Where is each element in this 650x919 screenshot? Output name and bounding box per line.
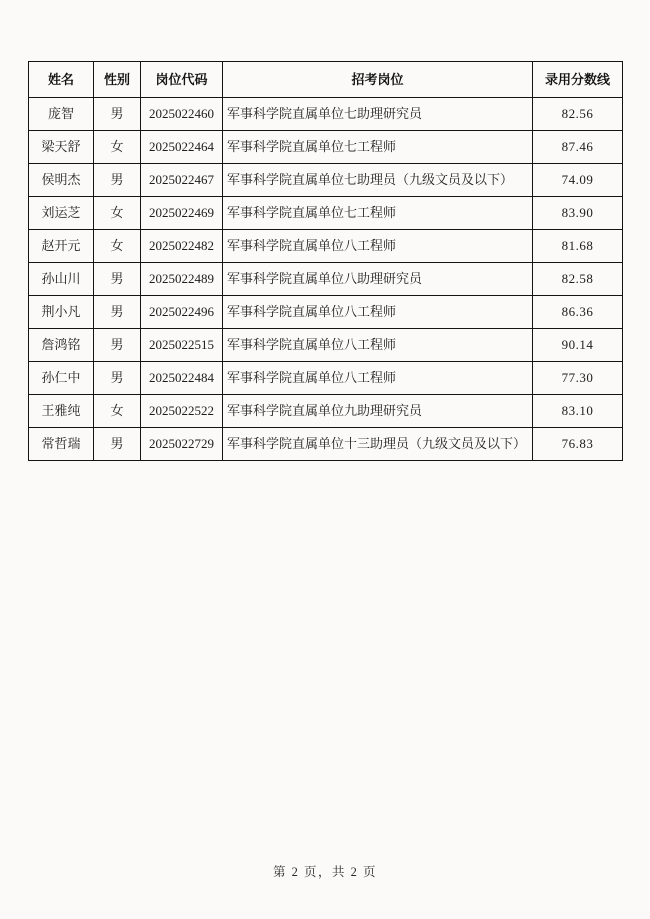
cell-name: 詹鸿铭: [29, 329, 94, 362]
col-header-position: 招考岗位: [223, 62, 533, 98]
cell-gender: 女: [94, 197, 141, 230]
cell-gender: 女: [94, 131, 141, 164]
cell-name: 荆小凡: [29, 296, 94, 329]
cell-name: 赵开元: [29, 230, 94, 263]
cell-job-code: 2025022469: [141, 197, 223, 230]
cell-score: 82.58: [533, 263, 623, 296]
cell-job-code: 2025022460: [141, 98, 223, 131]
table-body: [29, 98, 623, 461]
col-header-name: 姓名: [29, 62, 94, 98]
table-row: [29, 230, 623, 263]
cell-name: 梁天舒: [29, 131, 94, 164]
cell-job-code: 2025022464: [141, 131, 223, 164]
table-row: [29, 98, 623, 131]
cell-score: 82.56: [533, 98, 623, 131]
cell-position: 军事科学院直属单位十三助理员（九级文员及以下）: [223, 428, 533, 461]
page-number: 第 2 页，共 2 页: [272, 865, 377, 879]
cell-job-code: 2025022467: [141, 164, 223, 197]
cell-job-code: 2025022522: [141, 395, 223, 428]
cell-score: 86.36: [533, 296, 623, 329]
cell-gender: 男: [94, 164, 141, 197]
cell-gender: 男: [94, 428, 141, 461]
cell-job-code: 2025022489: [141, 263, 223, 296]
cell-job-code: 2025022484: [141, 362, 223, 395]
cell-gender: 女: [94, 395, 141, 428]
cell-position: 军事科学院直属单位八工程师: [223, 230, 533, 263]
col-header-score: 录用分数线: [533, 62, 623, 98]
cell-gender: 男: [94, 329, 141, 362]
cell-position: 军事科学院直属单位八工程师: [223, 296, 533, 329]
table-row: [29, 329, 623, 362]
table-row: [29, 395, 623, 428]
table-row: [29, 131, 623, 164]
cell-name: 王雅纯: [29, 395, 94, 428]
cell-name: 侯明杰: [29, 164, 94, 197]
cell-position: 军事科学院直属单位九助理研究员: [223, 395, 533, 428]
cell-name: 常哲瑞: [29, 428, 94, 461]
col-header-gender: 性别: [94, 62, 141, 98]
cell-job-code: 2025022496: [141, 296, 223, 329]
cell-score: 76.83: [533, 428, 623, 461]
cell-score: 74.09: [533, 164, 623, 197]
table-row: [29, 428, 623, 461]
cell-position: 军事科学院直属单位七助理员（九级文员及以下）: [223, 164, 533, 197]
cell-name: 孙山川: [29, 263, 94, 296]
cell-score: 81.68: [533, 230, 623, 263]
table-header-row: [29, 62, 623, 98]
cell-score: 83.90: [533, 197, 623, 230]
table-row: [29, 296, 623, 329]
cell-score: 77.30: [533, 362, 623, 395]
score-table: [28, 61, 623, 461]
cell-score: 87.46: [533, 131, 623, 164]
table-row: [29, 164, 623, 197]
cell-gender: 女: [94, 230, 141, 263]
cell-name: 庞智: [29, 98, 94, 131]
table-header: [29, 62, 623, 98]
cell-gender: 男: [94, 296, 141, 329]
cell-position: 军事科学院直属单位七工程师: [223, 197, 533, 230]
cell-gender: 男: [94, 98, 141, 131]
cell-job-code: 2025022482: [141, 230, 223, 263]
cell-name: 孙仁中: [29, 362, 94, 395]
cell-score: 83.10: [533, 395, 623, 428]
table-row: [29, 362, 623, 395]
cell-score: 90.14: [533, 329, 623, 362]
score-table-container: [28, 61, 623, 461]
cell-position: 军事科学院直属单位八助理研究员: [223, 263, 533, 296]
cell-position: 军事科学院直属单位七助理研究员: [223, 98, 533, 131]
cell-job-code: 2025022729: [141, 428, 223, 461]
table-row: [29, 263, 623, 296]
cell-position: 军事科学院直属单位七工程师: [223, 131, 533, 164]
col-header-job-code: 岗位代码: [141, 62, 223, 98]
cell-gender: 男: [94, 362, 141, 395]
cell-position: 军事科学院直属单位八工程师: [223, 329, 533, 362]
cell-job-code: 2025022515: [141, 329, 223, 362]
cell-gender: 男: [94, 263, 141, 296]
cell-name: 刘运芝: [29, 197, 94, 230]
table-row: [29, 197, 623, 230]
cell-position: 军事科学院直属单位八工程师: [223, 362, 533, 395]
